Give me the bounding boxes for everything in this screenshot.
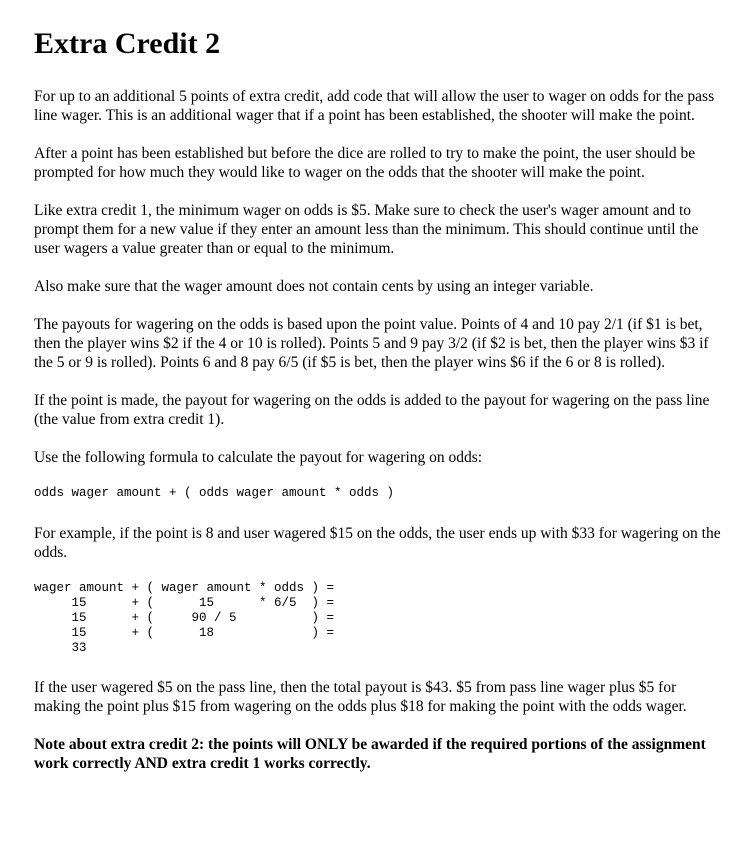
code-example-calculation: wager amount + ( wager amount * odds ) = 15 + ( 15 * 6/5 ) = 15 + ( 90 / 5 ) = 15 + ( 18 ) = 33	[34, 581, 335, 655]
paragraph-prompt: After a point has been established but before the dice are rolled to try to make the point, the user should be prompted for how much they would like to wager on the odds that the shooter will make the point.	[34, 145, 696, 181]
paragraph-minimum-wager: Like extra credit 1, the minimum wager on odds is $5. Make sure to check the user's wager amount and to prompt them for a new value if they enter an amount less than the minimum. This should continue until the user wagers a value greater than or equal to the minimum.	[34, 202, 699, 257]
paragraph-payouts: The payouts for wagering on the odds is based upon the point value. Points of 4 and 10 pay 2/1 (if $1 is bet, then the player wins $2 if the 4 or 10 is rolled). Points 5 and 9 pay 3/2 (if $2 is bet, then the player wins $3 if the 5 or 9 is rolled). Points 6 and 8 pay 6/5 (if $5 is bet, then the player wins $6 if the 6 or 8 is rolled).	[34, 316, 709, 371]
paragraph-total-payout: If the user wagered $5 on the pass line, then the total payout is $43. $5 from pass line wager plus $5 for making the point plus $15 from wagering on the odds plus $18 for making the point with the odds wager.	[34, 679, 687, 715]
paragraph-use-formula: Use the following formula to calculate the payout for wagering on odds:	[34, 449, 483, 466]
paragraph-note: Note about extra credit 2: the points will ONLY be awarded if the required portions of the assignment work correctly AND extra credit 1 works correctly.	[34, 736, 706, 772]
paragraph-example-intro: For example, if the point is 8 and user wagered $15 on the odds, the user ends up with $33 for wagering on the odds.	[34, 525, 721, 561]
page-title: Extra Credit 2	[34, 27, 221, 60]
paragraph-payout-added: If the point is made, the payout for wagering on the odds is added to the payout for wagering on the pass line (the value from extra credit 1).	[34, 392, 710, 428]
paragraph-intro: For up to an additional 5 points of extra credit, add code that will allow the user to wager on odds for the pass line wager. This is an additional wager that if a point has been established, the shooter will make the point.	[34, 88, 715, 124]
document-page	[34, 26, 724, 792]
code-formula: odds wager amount + ( odds wager amount * odds )	[34, 486, 395, 500]
paragraph-integer-variable: Also make sure that the wager amount does not contain cents by using an integer variable.	[34, 278, 594, 295]
